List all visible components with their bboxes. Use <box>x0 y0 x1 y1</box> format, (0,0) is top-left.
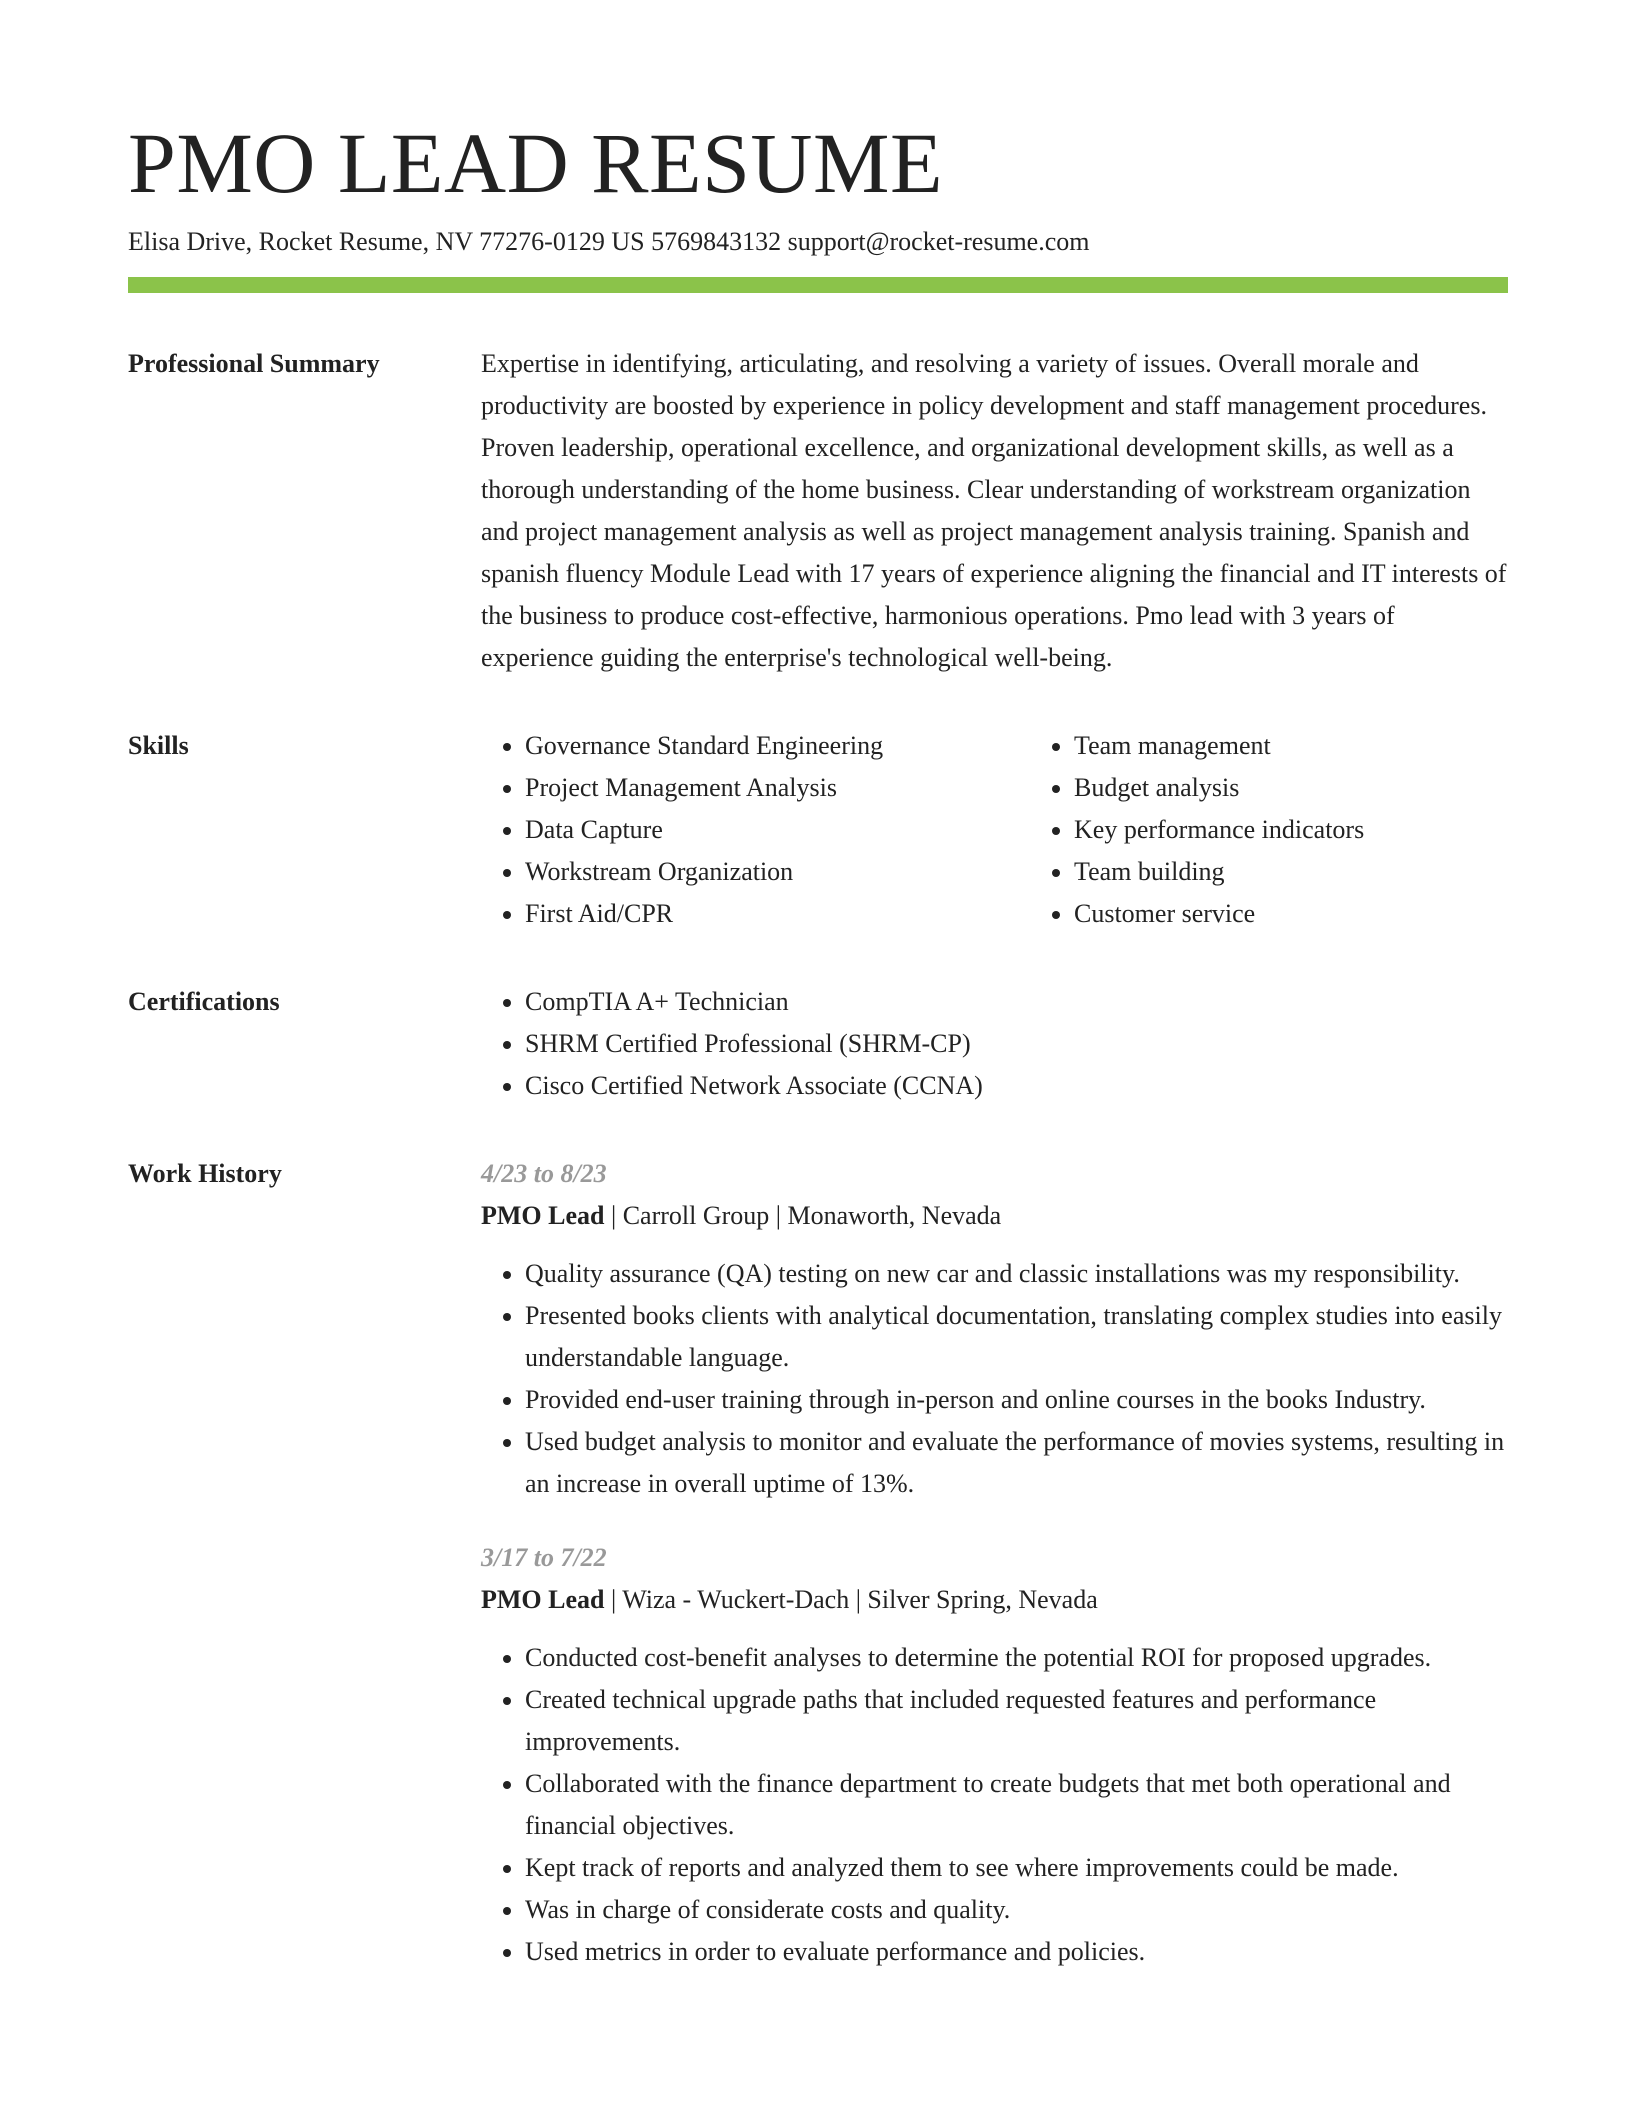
certifications-section <box>128 981 1508 1107</box>
job-bullet: • Created technical upgrade paths that included requested features and performance improvements. <box>525 1679 1508 1763</box>
job-bullet: • Used metrics in order to evaluate performance and policies. <box>525 1931 1508 1973</box>
job-heading <box>481 1195 1508 1237</box>
job-bullets <box>481 1253 1508 1505</box>
certification-item: • Cisco Certified Network Associate (CCNA) <box>525 1065 1508 1107</box>
skill-item: • Workstream Organization <box>525 851 1030 893</box>
job-title: PMO Lead <box>481 1201 605 1231</box>
work-history-section <box>128 1153 1508 1973</box>
skill-item: • Team management <box>1074 725 1364 767</box>
job-title: PMO Lead <box>481 1585 605 1615</box>
skill-item: • Key performance indicators <box>1074 809 1364 851</box>
skill-item: • Budget analysis <box>1074 767 1364 809</box>
work-history-label: Work History <box>128 1159 282 1189</box>
job-entry <box>481 1537 1508 1973</box>
resume-title: PMO LEAD RESUME <box>128 115 944 211</box>
skill-item: • First Aid/CPR <box>525 893 1030 935</box>
job-heading <box>481 1579 1508 1621</box>
skills-label: Skills <box>128 731 189 761</box>
certification-item: • SHRM Certified Professional (SHRM-CP) <box>525 1023 1508 1065</box>
header-divider <box>128 277 1508 293</box>
job-details: | Carroll Group | Monaworth, Nevada <box>604 1201 1002 1231</box>
job-bullet: • Used budget analysis to monitor and evaluate the performance of movies systems, resulting in an increase in overall uptime of 13%. <box>525 1421 1508 1505</box>
certification-item: • CompTIA A+ Technician <box>525 981 1508 1023</box>
skills-list-left <box>481 725 1030 935</box>
skill-item: • Team building <box>1074 851 1364 893</box>
skills-list-right <box>1030 725 1364 935</box>
skill-item: • Data Capture <box>525 809 1030 851</box>
resume-page <box>128 115 1508 1973</box>
job-bullets <box>481 1637 1508 1973</box>
skills-section <box>128 725 1508 935</box>
job-dates: 3/17 to 7/22 <box>481 1543 607 1573</box>
contact-line: Elisa Drive, Rocket Resume, NV 77276-0129 US 5769843132 support@rocket-resume.com <box>128 227 1090 256</box>
job-bullet: • Provided end-user training through in-person and online courses in the books Industry. <box>525 1379 1508 1421</box>
skill-item: • Project Management Analysis <box>525 767 1030 809</box>
summary-section <box>128 343 1508 679</box>
job-bullet: • Collaborated with the finance department to create budgets that met both operational and financial objectives. <box>525 1763 1508 1847</box>
job-dates: 4/23 to 8/23 <box>481 1159 607 1189</box>
certifications-list <box>481 981 1508 1107</box>
job-bullet: • Conducted cost-benefit analyses to determine the potential ROI for proposed upgrades. <box>525 1637 1508 1679</box>
job-entry <box>481 1153 1508 1505</box>
job-bullet: • Kept track of reports and analyzed them to see where improvements could be made. <box>525 1847 1508 1889</box>
summary-label: Professional Summary <box>128 349 380 379</box>
job-bullet: • Presented books clients with analytical documentation, translating complex studies into easily understandable language. <box>525 1295 1508 1379</box>
skill-item: • Governance Standard Engineering <box>525 725 1030 767</box>
summary-text: Expertise in identifying, articulating, and resolving a variety of issues. Overall morale and productivity are boosted by experience in policy development and staff management procedures. Proven leadership, operational excellence, and organizational development skills, as well as a thorough understanding of the home business. Clear understanding of workstream organization and project management analysis as well as project management analysis training. Spanish and spanish fluency Module Lead with 17 years of experience aligning the financial and IT interests of the business to produce cost-effective, harmonious operations. Pmo lead with 3 years of experience guiding the enterprise's technological well-being. <box>481 349 1507 673</box>
job-details: | Wiza - Wuckert-Dach | Silver Spring, Nevada <box>604 1585 1098 1615</box>
job-bullet: • Quality assurance (QA) testing on new car and classic installations was my responsibility. <box>525 1253 1508 1295</box>
job-bullet: • Was in charge of considerate costs and quality. <box>525 1889 1508 1931</box>
skill-item: • Customer service <box>1074 893 1364 935</box>
certifications-label: Certifications <box>128 987 280 1017</box>
